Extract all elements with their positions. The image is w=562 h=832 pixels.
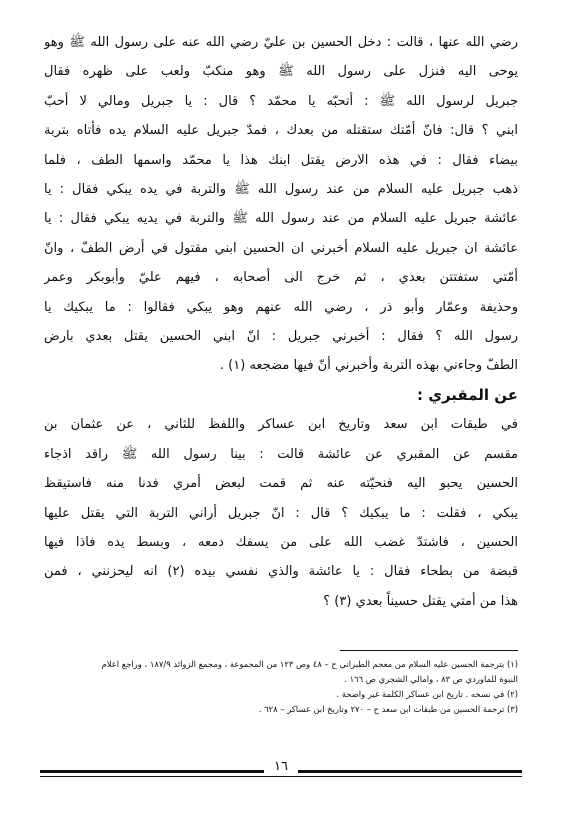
text-line: مقسم عن المقبري عن عائشة قالت : بينا رسول الله ﷺ راقد اذجاء bbox=[44, 446, 518, 462]
text-line: عائشة ان جبريل عليه السلام أخبرني ان الحسين ابني مقتول في أرض الطفّ ، وانّ bbox=[44, 240, 518, 256]
section-heading: عن المقبري : bbox=[416, 385, 518, 404]
text-line: الحسين يحبو اليه فنحيّته عنه ثم قمت لبعض أمري فدنا منه فاستيقظ bbox=[44, 476, 518, 492]
text-line: قبضة من بطحاء فقال : يا عائشة والذي نفسي بيده (٢) انه ليحزنني ، فمن bbox=[44, 564, 518, 580]
page-number bbox=[0, 759, 562, 774]
text-line: وحذيفة وعمّار وأبو ذر ، رضي الله عنهم وهو يبكي فقالوا : ما يبكيك يا bbox=[44, 299, 518, 315]
text-line: في طبقات ابن سعد وتاريخ ابن عساكر واللفظ للثاني ، عن عثمان بن bbox=[44, 417, 518, 433]
footnote: النبوة للماوردي ص ٨٣ ، وامالي الشجري ص ١٦٦ . bbox=[344, 674, 518, 684]
footnote: (٢) في نسخه . تاريخ ابن عساكر الكلمة غير واضحة . bbox=[336, 689, 518, 699]
text-line: رسول الله ؟ فقال : أخبرني جبريل : انّ ابني الحسين يقتل بعدي بارض bbox=[44, 329, 518, 345]
text-line: الطفّ وجاءني بهذه التربة وأخبرني أنّ فيها مضجعه (١) . bbox=[219, 358, 518, 374]
bottom-rule-thin bbox=[40, 776, 522, 777]
text-line: هذا من أمتي يقتل حسيناً بعدي (٣) ؟ bbox=[323, 593, 518, 609]
footnote-separator bbox=[340, 650, 518, 651]
text-line: عائشة جبريل عليه السلام من عند رسول الله ﷺ والتربة في يديه يبكي فقال : يا bbox=[44, 211, 518, 227]
footnotes bbox=[44, 657, 518, 717]
text-line: بيضاء فقال : في هذه الارض يقتل ابنك هذا يا محمّد واسمها الطف ، فلما bbox=[44, 152, 518, 168]
text-line: ذهب جبريل عليه السلام من عند رسول الله ﷺ والتربة في يده يبكي فقال : يا bbox=[44, 182, 518, 198]
main-text bbox=[44, 28, 518, 616]
text-line: ابني ؟ قال: فانّ أمّتك ستقتله من بعدك ، فمدّ جبريل عليه السلام يده فأتاه بتربة bbox=[44, 123, 518, 139]
page-number-label: ١٦ bbox=[264, 759, 298, 774]
footnote: (٣) ترجمة الحسين من طبقات ابن سعد ح – ٢٧٠ وتاريخ ابن عساكر – ٦٢٨ . bbox=[258, 704, 518, 714]
text-line: يوحى اليه فنزل على رسول الله ﷺ وهو منكبّ ولعب على ظهره فقال bbox=[44, 64, 518, 80]
footnote: (١) بترجمة الحسين عليه السلام من معجم الطبراني ح – ٤٨ وص ١٢٣ من المجموعة ، ومجمع الزوائد ١٨٧/٩ ، وراجع اعلام bbox=[101, 659, 518, 669]
text-line: رضي الله عنها ، قالت : دخل الحسين بن عليّ رضي الله عنه على رسول الله ﷺ وهو bbox=[44, 35, 518, 50]
text-line: جبريل لرسول الله ﷺ : أتحبّه يا محمّد ؟ قال : يا جبريل ومالي لا أحبّ bbox=[44, 93, 518, 109]
text-line: أمّتي ستفتتن بعدي ، ثم خرج الى أصحابه ، فيهم عليّ وأبوبكر وعمر bbox=[44, 270, 518, 286]
text-line: الحسين ، فاشتدّ غضب الله على من يسفك دمعه ، وبسط يده فاذا فيها bbox=[44, 534, 518, 550]
text-line: يبكي ، فقلت : ما يبكيك ؟ قال : انّ جبريل أراني التربة التي يقتل عليها bbox=[44, 505, 518, 521]
